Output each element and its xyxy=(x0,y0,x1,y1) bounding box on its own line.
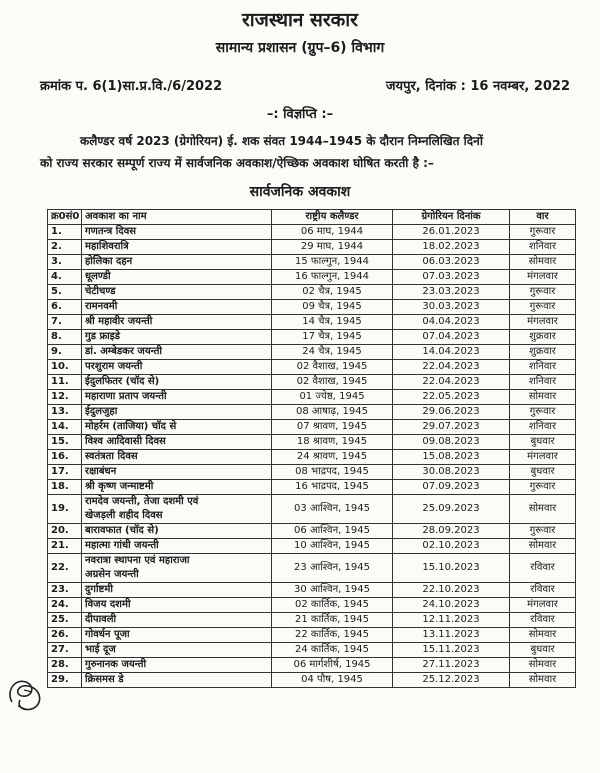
gregorian-date-cell: 29.07.2023 xyxy=(393,420,510,435)
table-row xyxy=(48,420,576,435)
holiday-name-line: परशुराम जयन्ती xyxy=(85,361,143,372)
serial-cell: 20. xyxy=(48,524,82,539)
weekday-cell: मंगलवार xyxy=(510,270,576,285)
holiday-name-cell xyxy=(82,330,272,345)
table-row xyxy=(48,390,576,405)
national-calendar-cell: 15 फाल्गुन, 1944 xyxy=(272,255,393,270)
government-title: राजस्थान सरकार xyxy=(242,9,358,31)
holiday-name-cell xyxy=(82,465,272,480)
serial-cell: 2. xyxy=(48,240,82,255)
table-row xyxy=(48,554,576,583)
weekday-cell: शनिवार xyxy=(510,240,576,255)
table-row xyxy=(48,375,576,390)
col-header-gregorian: ग्रेगोरियन दिनांक xyxy=(393,210,510,225)
holiday-name-cell xyxy=(82,554,272,583)
serial-cell: 1. xyxy=(48,225,82,240)
holiday-name-cell xyxy=(82,315,272,330)
holiday-name-cell xyxy=(82,539,272,554)
gregorian-date-cell: 15.08.2023 xyxy=(393,450,510,465)
gregorian-date-cell: 22.05.2023 xyxy=(393,390,510,405)
table-row xyxy=(48,465,576,480)
holiday-name-line: चेटीचण्ड xyxy=(85,286,116,297)
national-calendar-cell: 07 श्रावण, 1945 xyxy=(272,420,393,435)
national-calendar-cell: 04 पौष, 1945 xyxy=(272,673,393,688)
table-header-row xyxy=(48,210,576,225)
holiday-name-line: नवरात्रा स्थापना एवं महाराजा xyxy=(85,555,190,566)
table-row xyxy=(48,480,576,495)
col-header-sn: क्र0सं0 xyxy=(48,210,82,225)
national-calendar-cell: 24 श्रावण, 1945 xyxy=(272,450,393,465)
gregorian-date-cell: 09.08.2023 xyxy=(393,435,510,450)
gregorian-date-cell: 22.04.2023 xyxy=(393,375,510,390)
holiday-name-line: मोहर्रम (ताजिया) चॉद से xyxy=(85,421,177,432)
gregorian-date-cell: 30.08.2023 xyxy=(393,465,510,480)
national-calendar-cell: 23 आश्विन, 1945 xyxy=(272,554,393,583)
gregorian-date-cell: 13.11.2023 xyxy=(393,628,510,643)
holiday-name-line: ईदुलजुहा xyxy=(85,406,118,417)
holiday-name-cell xyxy=(82,375,272,390)
gregorian-date-cell: 25.12.2023 xyxy=(393,673,510,688)
weekday-cell: बुधवार xyxy=(510,435,576,450)
table-row xyxy=(48,673,576,688)
gregorian-date-cell: 29.06.2023 xyxy=(393,405,510,420)
table-row xyxy=(48,613,576,628)
weekday-cell: सोमवार xyxy=(510,495,576,524)
gregorian-date-cell: 07.03.2023 xyxy=(393,270,510,285)
gregorian-date-cell: 15.10.2023 xyxy=(393,554,510,583)
table-row xyxy=(48,495,576,524)
weekday-cell: बुधवार xyxy=(510,643,576,658)
table-row xyxy=(48,539,576,554)
weekday-cell: सोमवार xyxy=(510,255,576,270)
gregorian-date-cell: 04.04.2023 xyxy=(393,315,510,330)
holiday-name-cell xyxy=(82,583,272,598)
gregorian-date-cell: 18.02.2023 xyxy=(393,240,510,255)
national-calendar-cell: 03 आश्विन, 1945 xyxy=(272,495,393,524)
holiday-name-cell xyxy=(82,285,272,300)
serial-cell: 16. xyxy=(48,450,82,465)
holiday-name-line: खेजड़ली शहीद दिवस xyxy=(85,510,163,521)
holiday-name-cell xyxy=(82,360,272,375)
holiday-name-cell xyxy=(82,480,272,495)
holiday-name-line: श्री कृष्ण जन्माष्टमी xyxy=(85,481,154,492)
table-row xyxy=(48,524,576,539)
table-row xyxy=(48,240,576,255)
table-row xyxy=(48,330,576,345)
table-row xyxy=(48,225,576,240)
national-calendar-cell: 17 चैत्र, 1945 xyxy=(272,330,393,345)
table-row xyxy=(48,643,576,658)
holiday-name-line: डां. अम्बेडकर जयन्ती xyxy=(85,346,163,357)
serial-cell: 8. xyxy=(48,330,82,345)
weekday-cell: मंगलवार xyxy=(510,315,576,330)
weekday-cell: बुधवार xyxy=(510,465,576,480)
holiday-name-line: अग्रसेन जयन्ती xyxy=(85,569,139,580)
table-row xyxy=(48,598,576,613)
signature-mark xyxy=(4,672,50,714)
gregorian-date-cell: 07.04.2023 xyxy=(393,330,510,345)
serial-cell: 10. xyxy=(48,360,82,375)
holiday-name-line: श्री महावीर जयन्ती xyxy=(85,316,153,327)
serial-cell: 29. xyxy=(48,673,82,688)
notice-heading: –: विज्ञप्ति :– xyxy=(266,107,334,122)
gregorian-date-cell: 06.03.2023 xyxy=(393,255,510,270)
national-calendar-cell: 02 कार्तिक, 1945 xyxy=(272,598,393,613)
gregorian-date-cell: 15.11.2023 xyxy=(393,643,510,658)
holiday-name-line: गुरुनानक जयन्ती xyxy=(85,659,147,670)
holiday-name-cell xyxy=(82,450,272,465)
table-row xyxy=(48,583,576,598)
serial-cell: 17. xyxy=(48,465,82,480)
gregorian-date-cell: 25.09.2023 xyxy=(393,495,510,524)
table-row xyxy=(48,628,576,643)
weekday-cell: रविवार xyxy=(510,583,576,598)
serial-cell: 15. xyxy=(48,435,82,450)
gregorian-date-cell: 22.04.2023 xyxy=(393,360,510,375)
serial-cell: 9. xyxy=(48,345,82,360)
gregorian-date-cell: 30.03.2023 xyxy=(393,300,510,315)
holiday-name-cell xyxy=(82,420,272,435)
weekday-cell: गुरूवार xyxy=(510,480,576,495)
holiday-name-line: रामदेव जयन्ती, तेजा दशमी एवं xyxy=(85,496,199,507)
gregorian-date-cell: 23.03.2023 xyxy=(393,285,510,300)
holiday-name-line: बारावफात (चॉद से) xyxy=(85,525,159,536)
weekday-cell: गुरूवार xyxy=(510,300,576,315)
national-calendar-cell: 14 चैत्र, 1945 xyxy=(272,315,393,330)
national-calendar-cell: 06 मार्गशीर्ष, 1945 xyxy=(272,658,393,673)
gregorian-date-cell: 02.10.2023 xyxy=(393,539,510,554)
holiday-name-cell xyxy=(82,270,272,285)
holiday-name-line: गोवर्धन पूजा xyxy=(85,629,130,640)
col-header-national: राष्ट्रीय कलैण्डर xyxy=(272,210,393,225)
gregorian-date-cell: 07.09.2023 xyxy=(393,480,510,495)
holiday-name-cell xyxy=(82,300,272,315)
serial-cell: 22. xyxy=(48,554,82,583)
intro-line-1: कलैण्डर वर्ष 2023 (ग्रेगोरियन) ई. शक संवत 1944–1945 के दौरान निम्नलिखित दिनों xyxy=(80,134,483,148)
holiday-name-line: विश्व आदिवासी दिवस xyxy=(85,436,166,447)
col-header-name: अवकाश का नाम xyxy=(82,210,272,225)
weekday-cell: गुरूवार xyxy=(510,524,576,539)
intro-paragraph xyxy=(40,130,580,174)
table-row xyxy=(48,450,576,465)
serial-cell: 11. xyxy=(48,375,82,390)
weekday-cell: शुक्रवार xyxy=(510,330,576,345)
national-calendar-cell: 16 फाल्गुन, 1944 xyxy=(272,270,393,285)
serial-cell: 7. xyxy=(48,315,82,330)
holiday-name-cell xyxy=(82,524,272,539)
serial-cell: 26. xyxy=(48,628,82,643)
weekday-cell: सोमवार xyxy=(510,628,576,643)
serial-cell: 21. xyxy=(48,539,82,554)
national-calendar-cell: 06 माघ, 1944 xyxy=(272,225,393,240)
table-row xyxy=(48,300,576,315)
table-row xyxy=(48,360,576,375)
holiday-name-line: गुड फ्राइडे xyxy=(85,331,121,342)
national-calendar-cell: 01 ज्येष्ठ, 1945 xyxy=(272,390,393,405)
holiday-name-cell xyxy=(82,598,272,613)
serial-cell: 6. xyxy=(48,300,82,315)
serial-cell: 13. xyxy=(48,405,82,420)
holiday-name-line: रामनवमी xyxy=(85,301,118,312)
national-calendar-cell: 24 चैत्र, 1945 xyxy=(272,345,393,360)
national-calendar-cell: 02 वैशाख, 1945 xyxy=(272,375,393,390)
weekday-cell: गुरूवार xyxy=(510,285,576,300)
gregorian-date-cell: 14.04.2023 xyxy=(393,345,510,360)
weekday-cell: मंगलवार xyxy=(510,598,576,613)
national-calendar-cell: 10 आश्विन, 1945 xyxy=(272,539,393,554)
weekday-cell: शनिवार xyxy=(510,420,576,435)
weekday-cell: रविवार xyxy=(510,554,576,583)
holiday-name-line: दुर्गाष्टमी xyxy=(85,584,113,595)
national-calendar-cell: 08 भाद्रपद, 1945 xyxy=(272,465,393,480)
holiday-name-line: ईदुलफितर (चॉद से) xyxy=(85,376,160,387)
national-calendar-cell: 06 आश्विन, 1945 xyxy=(272,524,393,539)
table-row xyxy=(48,658,576,673)
table-row xyxy=(48,285,576,300)
serial-cell: 12. xyxy=(48,390,82,405)
holiday-name-cell xyxy=(82,658,272,673)
serial-cell: 14. xyxy=(48,420,82,435)
holiday-name-line: महाराणा प्रताप जयन्ती xyxy=(85,391,167,402)
order-number: क्रमांक प. 6(1)सा.प्र.वि./6/2022 xyxy=(40,79,223,94)
holiday-name-line: गणतन्त्र दिवस xyxy=(85,226,137,237)
serial-cell: 18. xyxy=(48,480,82,495)
weekday-cell: सोमवार xyxy=(510,539,576,554)
holiday-name-cell xyxy=(82,390,272,405)
table-row xyxy=(48,255,576,270)
weekday-cell: सोमवार xyxy=(510,658,576,673)
department-title: सामान्य प्रशासन (ग्रुप–6) विभाग xyxy=(215,40,385,56)
holiday-name-cell xyxy=(82,613,272,628)
holiday-name-cell xyxy=(82,643,272,658)
national-calendar-cell: 09 चैत्र, 1945 xyxy=(272,300,393,315)
table-row xyxy=(48,270,576,285)
table-row xyxy=(48,405,576,420)
table-row xyxy=(48,315,576,330)
weekday-cell: गुरूवार xyxy=(510,405,576,420)
weekday-cell: सोमवार xyxy=(510,673,576,688)
serial-cell: 28. xyxy=(48,658,82,673)
holiday-name-cell xyxy=(82,405,272,420)
holiday-name-line: महाशिवरात्रि xyxy=(85,241,129,252)
holiday-name-cell xyxy=(82,628,272,643)
holiday-name-line: होलिका दहन xyxy=(85,256,133,267)
weekday-cell: रविवार xyxy=(510,613,576,628)
col-header-day: वार xyxy=(510,210,576,225)
holiday-name-line: महात्मा गांधी जयन्ती xyxy=(85,540,159,551)
section-heading: सार्वजनिक अवकाश xyxy=(249,184,351,200)
national-calendar-cell: 30 आश्विन, 1945 xyxy=(272,583,393,598)
serial-cell: 4. xyxy=(48,270,82,285)
gregorian-date-cell: 26.01.2023 xyxy=(393,225,510,240)
holiday-name-line: विजय दशमी xyxy=(85,599,131,610)
table-row xyxy=(48,435,576,450)
holiday-name-cell xyxy=(82,225,272,240)
weekday-cell: मंगलवार xyxy=(510,450,576,465)
national-calendar-cell: 08 आषाढ़, 1945 xyxy=(272,405,393,420)
gregorian-date-cell: 28.09.2023 xyxy=(393,524,510,539)
holiday-name-cell xyxy=(82,240,272,255)
issue-date: जयपुर, दिनांक : 16 नवम्बर, 2022 xyxy=(385,79,570,94)
national-calendar-cell: 29 माघ, 1944 xyxy=(272,240,393,255)
holiday-name-line: क्रिसमस डे xyxy=(85,674,124,685)
holiday-table xyxy=(47,209,576,688)
weekday-cell: शनिवार xyxy=(510,360,576,375)
holiday-name-cell xyxy=(82,255,272,270)
gregorian-date-cell: 24.10.2023 xyxy=(393,598,510,613)
national-calendar-cell: 21 कार्तिक, 1945 xyxy=(272,613,393,628)
serial-cell: 23. xyxy=(48,583,82,598)
weekday-cell: सोमवार xyxy=(510,390,576,405)
holiday-name-line: धूलण्डी xyxy=(85,271,111,282)
serial-cell: 25. xyxy=(48,613,82,628)
holiday-name-cell xyxy=(82,495,272,524)
weekday-cell: शनिवार xyxy=(510,375,576,390)
gregorian-date-cell: 12.11.2023 xyxy=(393,613,510,628)
weekday-cell: गुरूवार xyxy=(510,225,576,240)
national-calendar-cell: 02 चैत्र, 1945 xyxy=(272,285,393,300)
serial-cell: 24. xyxy=(48,598,82,613)
serial-cell: 5. xyxy=(48,285,82,300)
national-calendar-cell: 18 श्रावण, 1945 xyxy=(272,435,393,450)
weekday-cell: शुक्रवार xyxy=(510,345,576,360)
holiday-name-cell xyxy=(82,435,272,450)
holiday-name-cell xyxy=(82,345,272,360)
holiday-name-cell xyxy=(82,673,272,688)
serial-cell: 3. xyxy=(48,255,82,270)
serial-cell: 27. xyxy=(48,643,82,658)
table-body xyxy=(48,225,576,688)
holiday-name-line: स्वतंत्रता दिवस xyxy=(85,451,138,462)
national-calendar-cell: 22 कार्तिक, 1945 xyxy=(272,628,393,643)
serial-cell: 19. xyxy=(48,495,82,524)
holiday-name-line: भाई दूज xyxy=(85,644,116,655)
national-calendar-cell: 16 भाद्रपद, 1945 xyxy=(272,480,393,495)
gregorian-date-cell: 27.11.2023 xyxy=(393,658,510,673)
national-calendar-cell: 24 कार्तिक, 1945 xyxy=(272,643,393,658)
intro-line-2: को राज्य सरकार सम्पूर्ण राज्य में सार्वजनिक अवकाश/ऐच्छिक अवकाश घोषित करती है :– xyxy=(40,156,434,170)
table-row xyxy=(48,345,576,360)
holiday-name-line: दीपावली xyxy=(85,614,117,625)
national-calendar-cell: 02 वैशाख, 1945 xyxy=(272,360,393,375)
holiday-name-line: रक्षाबंधन xyxy=(85,466,117,477)
gregorian-date-cell: 22.10.2023 xyxy=(393,583,510,598)
